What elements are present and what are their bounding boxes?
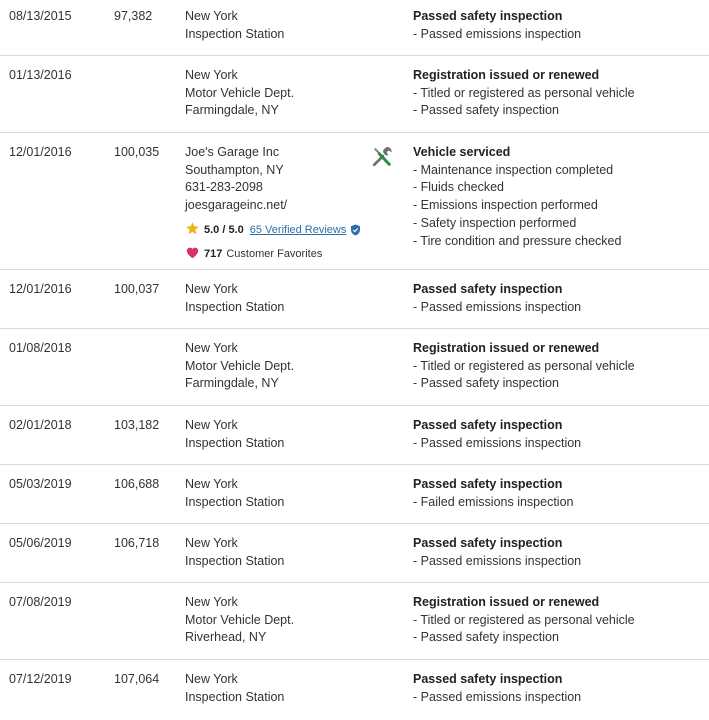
record-date: 07/08/2019	[9, 595, 72, 609]
verified-reviews-link[interactable]: 65 Verified Reviews	[249, 224, 347, 237]
record-title: Registration issued or renewed	[413, 68, 600, 82]
record-source	[185, 594, 294, 647]
detail-line: - Passed emissions inspection	[413, 26, 582, 41]
source-line: New York	[185, 672, 238, 686]
source-line: New York	[185, 595, 238, 609]
record-details	[413, 594, 635, 647]
wrench-screwdriver-icon	[371, 146, 393, 168]
record-source	[185, 535, 284, 570]
shop-location: Southampton, NY	[185, 162, 284, 177]
record-title: Registration issued or renewed	[413, 341, 600, 355]
record-source	[185, 340, 294, 393]
record-details	[413, 417, 581, 452]
shop-name: Joe's Garage Inc	[185, 145, 280, 159]
record-mileage: 100,035	[114, 145, 160, 159]
detail-line: - Passed emissions inspection	[413, 553, 582, 568]
record-title: Vehicle serviced	[413, 145, 511, 159]
detail-line: - Titled or registered as personal vehicle	[413, 85, 635, 100]
table-row	[0, 133, 709, 270]
record-source	[185, 8, 284, 43]
detail-line: - Passed safety inspection	[413, 630, 559, 645]
detail-line: - Titled or registered as personal vehicle	[413, 612, 635, 627]
customer-favorites	[185, 245, 361, 263]
record-mileage: 106,718	[114, 536, 160, 550]
record-title: Registration issued or renewed	[413, 595, 600, 609]
record-mileage: 100,037	[114, 282, 160, 296]
record-title: Passed safety inspection	[413, 282, 563, 296]
record-title: Passed safety inspection	[413, 418, 563, 432]
record-source	[185, 67, 294, 120]
record-date: 12/01/2016	[9, 282, 72, 296]
record-mileage: 107,064	[114, 672, 160, 686]
shop-website: joesgarageinc.net/	[185, 198, 288, 213]
table-row	[0, 270, 709, 329]
source-line: New York	[185, 68, 238, 82]
record-source	[185, 476, 284, 511]
star-icon	[185, 221, 200, 240]
rating-score: 5.0 / 5.0	[204, 224, 244, 237]
source-line: Motor Vehicle Dept.	[185, 358, 295, 373]
detail-line: - Passed safety inspection	[413, 376, 559, 391]
detail-line: - Passed emissions inspection	[413, 299, 582, 314]
record-details	[413, 8, 581, 43]
record-source	[185, 671, 284, 706]
detail-line: - Emissions inspection performed	[413, 198, 598, 213]
record-title: Passed safety inspection	[413, 9, 563, 23]
record-details	[413, 144, 621, 250]
record-mileage: 97,382	[114, 9, 153, 23]
source-line: Riverhead, NY	[185, 630, 267, 645]
detail-line: - Titled or registered as personal vehicle	[413, 358, 635, 373]
shop-rating	[185, 221, 361, 240]
record-details	[413, 671, 581, 706]
record-source	[185, 417, 284, 452]
record-details	[413, 67, 635, 120]
source-line: New York	[185, 418, 238, 432]
record-date: 05/06/2019	[9, 536, 72, 550]
source-line: Inspection Station	[185, 26, 285, 41]
source-line: New York	[185, 341, 238, 355]
favorites-count: 717	[204, 247, 223, 260]
record-date: 05/03/2019	[9, 477, 72, 491]
record-date: 01/08/2018	[9, 341, 72, 355]
source-line: Inspection Station	[185, 553, 285, 568]
source-line: New York	[185, 536, 238, 550]
detail-line: - Tire condition and pressure checked	[413, 233, 622, 248]
record-mileage: 103,182	[114, 418, 160, 432]
source-line: Inspection Station	[185, 494, 285, 509]
record-date: 02/01/2018	[9, 418, 72, 432]
record-date: 07/12/2019	[9, 672, 72, 686]
source-line: Motor Vehicle Dept.	[185, 85, 295, 100]
favorites-label: Customer Favorites	[226, 247, 323, 260]
source-line: New York	[185, 9, 238, 23]
source-line: New York	[185, 282, 238, 296]
detail-line: - Passed emissions inspection	[413, 689, 582, 704]
table-row	[0, 660, 709, 719]
detail-line: - Failed emissions inspection	[413, 494, 574, 509]
shop-phone: 631-283-2098	[185, 180, 263, 195]
source-line: Inspection Station	[185, 689, 285, 704]
record-title: Passed safety inspection	[413, 477, 563, 491]
record-mileage: 106,688	[114, 477, 160, 491]
detail-line: - Safety inspection performed	[413, 215, 577, 230]
record-date: 12/01/2016	[9, 145, 72, 159]
record-date: 01/13/2016	[9, 68, 72, 82]
detail-line: - Fluids checked	[413, 180, 505, 195]
record-details	[413, 281, 581, 316]
record-title: Passed safety inspection	[413, 672, 563, 686]
heart-icon	[185, 245, 200, 263]
verified-shield-icon	[350, 224, 361, 236]
table-row	[0, 583, 709, 660]
source-line: Motor Vehicle Dept.	[185, 612, 295, 627]
record-details	[413, 476, 574, 511]
detail-line: - Maintenance inspection completed	[413, 162, 614, 177]
source-line: Farmingdale, NY	[185, 103, 279, 118]
source-line: Inspection Station	[185, 435, 285, 450]
source-line: Inspection Station	[185, 299, 285, 314]
table-row	[0, 524, 709, 583]
record-details	[413, 340, 635, 393]
table-row	[0, 0, 709, 56]
record-source	[185, 144, 361, 263]
table-row	[0, 56, 709, 133]
table-row	[0, 465, 709, 524]
record-source	[185, 281, 284, 316]
source-line: Farmingdale, NY	[185, 376, 279, 391]
record-details	[413, 535, 581, 570]
table-row	[0, 329, 709, 406]
detail-line: - Passed emissions inspection	[413, 435, 582, 450]
record-date: 08/13/2015	[9, 9, 72, 23]
record-title: Passed safety inspection	[413, 536, 563, 550]
detail-line: - Passed safety inspection	[413, 103, 559, 118]
table-row	[0, 406, 709, 465]
source-line: New York	[185, 477, 238, 491]
